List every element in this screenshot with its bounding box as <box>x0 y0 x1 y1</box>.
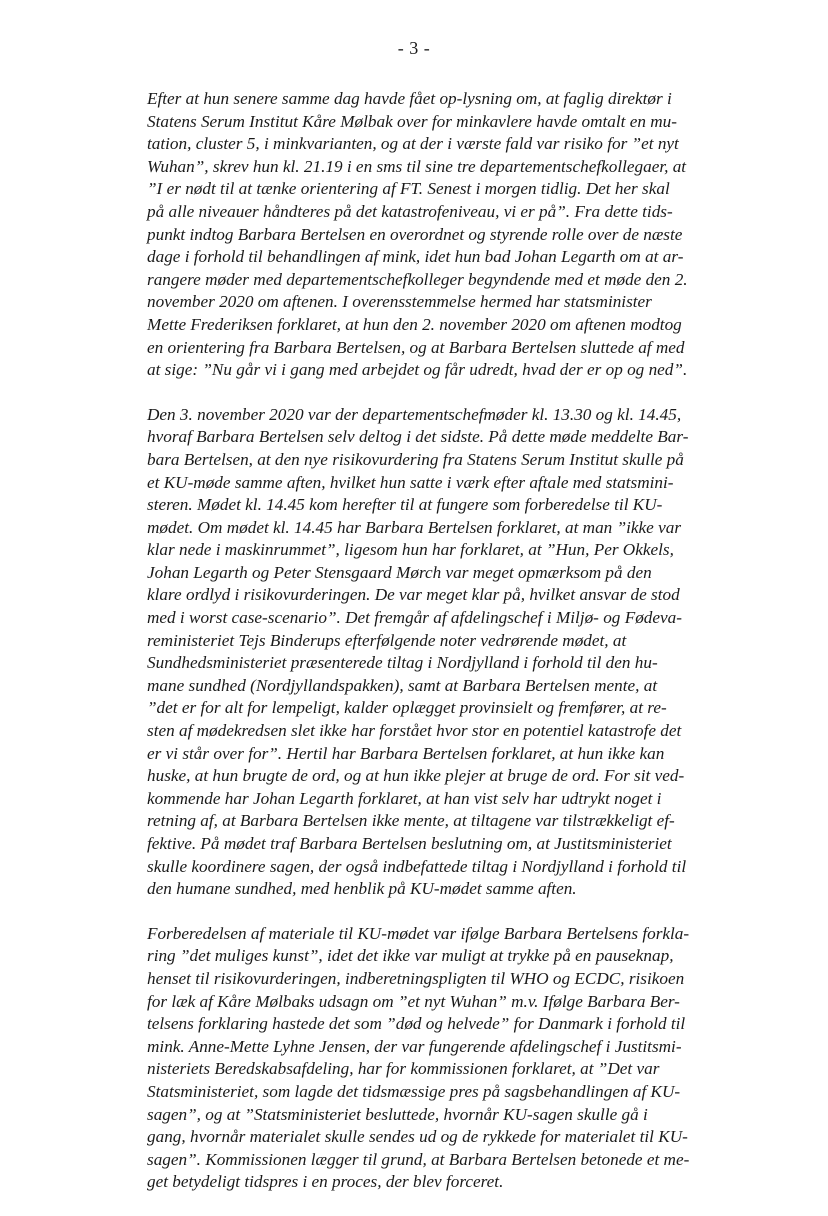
text-line: at sige: ”Nu går vi i gang med arbejdet og får udredt, hvad der er op og ned”. <box>147 360 688 380</box>
text-line: hvoraf Barbara Bertelsen selv deltog i det sidste. På dette møde meddelte Bar- <box>147 427 689 447</box>
text-line: henset til risikovurderingen, indberetningspligten til WHO og ECDC, risikoen <box>147 968 685 988</box>
paragraph-3 <box>147 923 739 1194</box>
text-line: punkt indtog Barbara Bertelsen en overordnet og styrende rolle over de næste <box>147 224 683 244</box>
text-line: Sundhedsministeriet præsenterede tiltag i Nordjylland i forhold til den hu- <box>147 653 658 673</box>
text-line: er vi står over for”. Hertil har Barbara Bertelsen forklaret, at hun ikke kan <box>147 743 665 763</box>
text-line: et KU-møde samme aften, hvilket hun satte i værk efter aftale med statsmini- <box>147 472 674 492</box>
text-line: steren. Mødet kl. 14.45 kom herefter til at fungere som forberedelse til KU- <box>147 495 663 515</box>
text-line: nisteriets Beredskabsafdeling, har for kommissionen forklaret, at ”Det var <box>147 1059 660 1079</box>
paragraph-1 <box>147 88 739 382</box>
text-line: bara Bertelsen, at den nye risikovurdering fra Statens Serum Institut skulle på <box>147 449 684 469</box>
text-line: rangere møder med departementschefkolleger begyndende med et møde den 2. <box>147 269 688 289</box>
text-line: retning af, at Barbara Bertelsen ikke mente, at tiltagene var tilstrækkeligt ef- <box>147 811 675 831</box>
text-line: Mette Frederiksen forklaret, at hun den 2. november 2020 om aftenen modtog <box>147 314 682 334</box>
text-line: mane sundhed (Nordjyllandspakken), samt at Barbara Bertelsen mente, at <box>147 675 658 695</box>
text-line: telsens forklaring hastede det som ”død og helvede” for Danmark i forhold til <box>147 1014 686 1034</box>
text-line: ”I er nødt til at tænke orientering af FT. Senest i morgen tidlig. Det her skal <box>147 179 670 199</box>
text-line: mødet. Om mødet kl. 14.45 har Barbara Bertelsen forklaret, at man ”ikke var <box>147 517 682 537</box>
text-line: Efter at hun senere samme dag havde fået op-lysning om, at faglig direktør i <box>147 89 672 108</box>
text-line: Johan Legarth og Peter Stensgaard Mørch var meget opmærksom på den <box>147 562 652 582</box>
page-number: - 3 - <box>397 38 431 58</box>
text-line: sagen”, og at ”Statsministeriet besluttede, hvornår KU-sagen skulle gå i <box>147 1104 648 1124</box>
text-line: en orientering fra Barbara Bertelsen, og at Barbara Bertelsen sluttede af med <box>147 337 685 357</box>
text-line: Statens Serum Institut Kåre Mølbak over for minkavlere havde omtalt en mu- <box>147 111 678 131</box>
text-line: kommende har Johan Legarth forklaret, at han vist selv har udtrykt noget i <box>147 788 662 808</box>
text-line: Den 3. november 2020 var der departementschefmøder kl. 13.30 og kl. 14.45, <box>147 404 682 424</box>
text-line: november 2020 om aftenen. I overensstemmelse hermed har statsminister <box>147 292 652 312</box>
text-line: get betydeligt tidspres i en proces, der blev forceret. <box>147 1172 504 1192</box>
text-line: Statsministeriet, som lagde det tidsmæssige pres på sagsbehandlingen af KU- <box>147 1081 681 1101</box>
text-line: den humane sundhed, med henblik på KU-mødet samme aften. <box>147 879 577 899</box>
text-line: ”det er for alt for lempeligt, kalder oplægget provinsielt og fremfører, at re- <box>147 698 667 718</box>
text-line: gang, hvornår materialet skulle sendes ud og de rykkede for materialet til KU- <box>147 1127 688 1147</box>
text-line: dage i forhold til behandlingen af mink, idet hun bad Johan Legarth om at ar- <box>147 247 684 267</box>
text-line: Wuhan”, skrev hun kl. 21.19 i en sms til sine tre departementschefkollegaer, at <box>147 156 687 176</box>
text-line: fektive. På mødet traf Barbara Bertelsen beslutning om, at Justitsministeriet <box>147 834 672 853</box>
text-line: klar nede i maskinrummet”, ligesom hun har forklaret, at ”Hun, Per Okkels, <box>147 540 674 560</box>
text-line: huske, at hun brugte de ord, og at hun ikke plejer at bruge de ord. For sit ved- <box>147 766 685 786</box>
text-line: tation, cluster 5, i minkvarianten, og at der i værste fald var risiko for ”et nyt <box>147 134 679 154</box>
text-line: med i worst case-scenario”. Det fremgår af afdelingschef i Miljø- og Fødeva- <box>147 608 682 628</box>
text-line: reministeriet Tejs Binderups efterfølgende noter vedrørende mødet, at <box>147 630 627 650</box>
text-line: Forberedelsen af materiale til KU-mødet var ifølge Barbara Bertelsens forkla- <box>147 923 690 943</box>
text-line: sagen”. Kommissionen lægger til grund, at Barbara Bertelsen betonede et me- <box>147 1149 690 1169</box>
body-text <box>147 88 739 1216</box>
text-line: skulle koordinere sagen, der også indbefattede tiltag i Nordjylland i forhold til <box>147 856 687 876</box>
text-line: sten af mødekredsen slet ikke har forstået hvor stor en potentiel katastrofe det <box>147 721 682 741</box>
text-line: klare ordlyd i risikovurderingen. De var meget klar på, hvilket ansvar de stod <box>147 585 680 605</box>
text-line: mink. Anne-Mette Lyhne Jensen, der var fungerende afdelingschef i Justitsmi- <box>147 1036 682 1056</box>
text-line: ring ”det muliges kunst”, idet det ikke var muligt at trykke på en pauseknap, <box>147 946 674 966</box>
text-line: for læk af Kåre Mølbaks udsagn om ”et nyt Wuhan” m.v. Ifølge Barbara Ber- <box>147 991 680 1011</box>
text-line: på alle niveauer håndteres på det katastrofeniveau, vi er på”. Fra dette tids- <box>147 201 673 221</box>
paragraph-2 <box>147 404 739 901</box>
